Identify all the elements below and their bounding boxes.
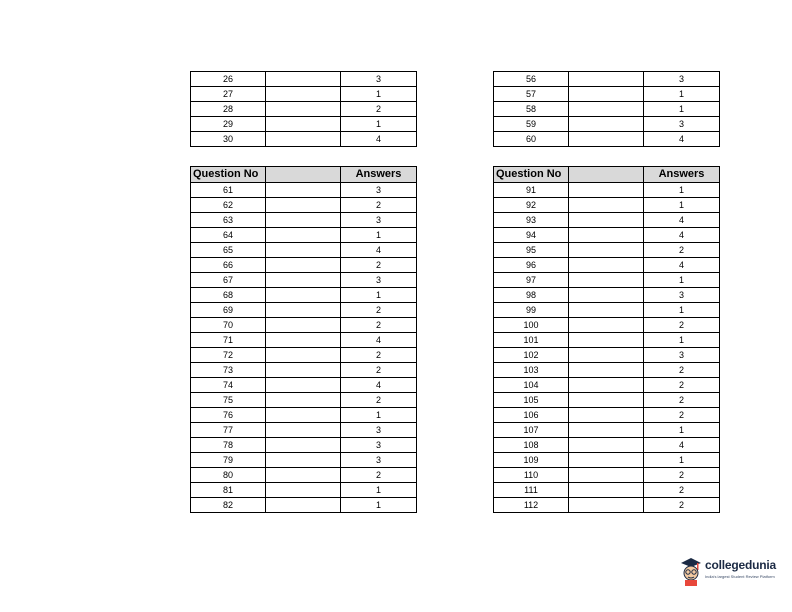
blank-cell [266,483,341,498]
table-row [494,183,720,198]
table-row [191,423,417,438]
blank-cell [569,132,644,147]
blank-cell [266,423,341,438]
answer-cell: 4 [341,132,417,147]
blank-cell [569,303,644,318]
blank-cell [569,258,644,273]
blank-cell [266,348,341,363]
table-row [191,303,417,318]
answer-cell: 2 [644,378,720,393]
question-number-cell: 61 [191,183,266,198]
table-row [494,423,720,438]
question-number-cell: 101 [494,333,569,348]
table-row [191,438,417,453]
blank-cell [569,378,644,393]
question-number-cell: 78 [191,438,266,453]
blank-cell [569,273,644,288]
table-body [494,183,720,513]
table-row [191,348,417,363]
blank-cell [569,102,644,117]
answer-cell: 2 [644,363,720,378]
header-row [494,167,720,183]
blank-cell [266,318,341,333]
table-row [494,243,720,258]
blank-cell [266,213,341,228]
table-row [494,228,720,243]
blank-cell [569,228,644,243]
question-number-cell: 95 [494,243,569,258]
answer-cell: 2 [341,303,417,318]
answer-cell: 1 [644,87,720,102]
answer-cell: 4 [644,228,720,243]
answer-cell: 1 [644,183,720,198]
answer-cell: 1 [341,498,417,513]
answer-cell: 3 [341,438,417,453]
table-row [191,198,417,213]
blank-cell [266,363,341,378]
table-row [191,213,417,228]
question-number-cell: 59 [494,117,569,132]
table-row [494,348,720,363]
table-row [494,408,720,423]
answer-cell: 1 [341,483,417,498]
table-row [494,258,720,273]
question-number-cell: 94 [494,228,569,243]
answers-header: Answers [644,167,720,183]
question-number-cell: 99 [494,303,569,318]
answer-cell: 2 [341,468,417,483]
question-number-cell: 91 [494,183,569,198]
question-number-cell: 57 [494,87,569,102]
question-number-cell: 108 [494,438,569,453]
table-row [191,288,417,303]
question-number-cell: 109 [494,453,569,468]
table-row [494,102,720,117]
blank-cell [569,117,644,132]
table-row [494,468,720,483]
answer-cell: 1 [341,117,417,132]
blank-cell [569,318,644,333]
table-row [191,273,417,288]
answer-cell: 3 [341,453,417,468]
question-number-cell: 93 [494,213,569,228]
answer-cell: 2 [644,393,720,408]
blank-cell [569,333,644,348]
table-body [494,72,720,147]
blank-header [266,167,341,183]
question-number-cell: 70 [191,318,266,333]
answer-cell: 2 [341,318,417,333]
answer-cell: 2 [644,468,720,483]
question-number-cell: 60 [494,132,569,147]
blank-cell [569,483,644,498]
blank-cell [266,132,341,147]
answer-cell: 4 [341,378,417,393]
table-row [494,453,720,468]
question-number-cell: 56 [494,72,569,87]
question-number-cell: 82 [191,498,266,513]
question-number-cell: 29 [191,117,266,132]
question-number-cell: 66 [191,258,266,273]
question-number-cell: 112 [494,498,569,513]
table-row [494,333,720,348]
question-number-cell: 72 [191,348,266,363]
table-row [191,393,417,408]
blank-cell [266,393,341,408]
answer-cell: 3 [341,213,417,228]
blank-cell [266,198,341,213]
blank-cell [266,258,341,273]
logo-tagline: India's largest Student Review Platform [705,574,775,579]
question-number-cell: 110 [494,468,569,483]
question-number-cell: 64 [191,228,266,243]
table-row [191,258,417,273]
table-body [191,72,417,147]
answer-cell: 3 [644,72,720,87]
answer-cell: 2 [644,318,720,333]
table-row [191,87,417,102]
question-number-cell: 62 [191,198,266,213]
question-number-cell: 76 [191,408,266,423]
question-number-cell: 105 [494,393,569,408]
blank-cell [266,117,341,132]
answers-table-right [493,166,720,513]
blank-cell [569,183,644,198]
question-number-cell: 27 [191,87,266,102]
blank-cell [569,72,644,87]
table-row [191,468,417,483]
blank-cell [569,438,644,453]
answer-cell: 1 [341,408,417,423]
answer-cell: 2 [644,408,720,423]
question-number-cell: 80 [191,468,266,483]
answer-cell: 3 [341,72,417,87]
blank-cell [569,198,644,213]
answer-cell: 4 [644,438,720,453]
table-row [494,72,720,87]
table-row [494,498,720,513]
answer-cell: 1 [644,198,720,213]
question-number-cell: 71 [191,333,266,348]
question-number-cell: 102 [494,348,569,363]
answer-cell: 1 [644,333,720,348]
question-number-cell: 68 [191,288,266,303]
blank-cell [569,408,644,423]
question-number-cell: 58 [494,102,569,117]
question-number-cell: 111 [494,483,569,498]
blank-cell [569,498,644,513]
answer-cell: 2 [341,258,417,273]
table-row [191,333,417,348]
blank-cell [266,228,341,243]
answer-cell: 2 [644,498,720,513]
table-header [494,167,720,183]
answer-cell: 1 [341,87,417,102]
collegedunia-logo[interactable] [679,556,787,588]
table-row [494,318,720,333]
answer-cell: 2 [644,483,720,498]
table-row [494,363,720,378]
question-number-cell: 28 [191,102,266,117]
answer-cell: 3 [644,348,720,363]
blank-cell [266,183,341,198]
answer-cell: 1 [341,288,417,303]
question-number-cell: 73 [191,363,266,378]
blank-cell [266,438,341,453]
table-row [191,117,417,132]
question-number-cell: 81 [191,483,266,498]
answer-cell: 2 [341,102,417,117]
answers-header: Answers [341,167,417,183]
blank-cell [266,453,341,468]
answer-cell: 1 [644,453,720,468]
blank-cell [266,288,341,303]
answer-cell: 4 [341,333,417,348]
question-number-cell: 97 [494,273,569,288]
table-header [191,167,417,183]
blank-cell [266,72,341,87]
blank-cell [569,453,644,468]
question-no-header: Question No [494,167,569,183]
question-number-cell: 75 [191,393,266,408]
answer-cell: 2 [341,393,417,408]
graduate-mascot-icon [679,556,703,586]
table-row [191,378,417,393]
answers-table-top-right [493,71,720,147]
table-row [191,132,417,147]
header-row [191,167,417,183]
table-row [191,408,417,423]
question-number-cell: 100 [494,318,569,333]
blank-cell [266,102,341,117]
answer-cell: 3 [341,423,417,438]
question-number-cell: 92 [494,198,569,213]
question-number-cell: 104 [494,378,569,393]
answer-cell: 1 [341,228,417,243]
table-row [494,87,720,102]
question-no-header: Question No [191,167,266,183]
answer-cell: 2 [644,243,720,258]
answers-table-left [190,166,417,513]
table-row [494,273,720,288]
question-number-cell: 106 [494,408,569,423]
table-row [494,132,720,147]
blank-header [569,167,644,183]
blank-cell [569,468,644,483]
answer-cell: 4 [644,258,720,273]
answer-cell: 2 [341,198,417,213]
table-row [191,498,417,513]
question-number-cell: 103 [494,363,569,378]
blank-cell [569,288,644,303]
answer-cell: 1 [644,273,720,288]
table-row [191,183,417,198]
answer-cell: 2 [341,363,417,378]
answer-cell: 3 [341,273,417,288]
table-row [494,393,720,408]
table-row [494,213,720,228]
blank-cell [266,378,341,393]
blank-cell [569,423,644,438]
blank-cell [569,87,644,102]
table-row [191,318,417,333]
answer-cell: 3 [341,183,417,198]
question-number-cell: 74 [191,378,266,393]
table-row [494,303,720,318]
blank-cell [569,213,644,228]
blank-cell [266,498,341,513]
table-body [191,183,417,513]
question-number-cell: 79 [191,453,266,468]
answer-cell: 1 [644,423,720,438]
blank-cell [569,243,644,258]
table-row [494,117,720,132]
blank-cell [569,363,644,378]
blank-cell [266,303,341,318]
answer-cell: 4 [644,213,720,228]
blank-cell [266,408,341,423]
question-number-cell: 69 [191,303,266,318]
answer-cell: 1 [644,303,720,318]
blank-cell [266,273,341,288]
table-row [494,198,720,213]
question-number-cell: 65 [191,243,266,258]
answer-cell: 3 [644,117,720,132]
question-number-cell: 107 [494,423,569,438]
question-number-cell: 77 [191,423,266,438]
question-number-cell: 96 [494,258,569,273]
table-row [191,228,417,243]
table-row [191,483,417,498]
answer-cell: 4 [644,132,720,147]
question-number-cell: 30 [191,132,266,147]
answer-cell: 2 [341,348,417,363]
table-row [494,438,720,453]
table-row [494,378,720,393]
question-number-cell: 98 [494,288,569,303]
table-row [191,363,417,378]
blank-cell [569,393,644,408]
table-row [191,72,417,87]
blank-cell [569,348,644,363]
table-row [191,243,417,258]
table-row [191,102,417,117]
question-number-cell: 67 [191,273,266,288]
table-row [494,483,720,498]
blank-cell [266,333,341,348]
answer-cell: 3 [644,288,720,303]
logo-brand-text: collegedunia [705,558,776,572]
answers-table-top-left [190,71,417,147]
blank-cell [266,468,341,483]
blank-cell [266,87,341,102]
answer-cell: 4 [341,243,417,258]
blank-cell [266,243,341,258]
table-row [494,288,720,303]
question-number-cell: 63 [191,213,266,228]
answer-cell: 1 [644,102,720,117]
table-row [191,453,417,468]
question-number-cell: 26 [191,72,266,87]
